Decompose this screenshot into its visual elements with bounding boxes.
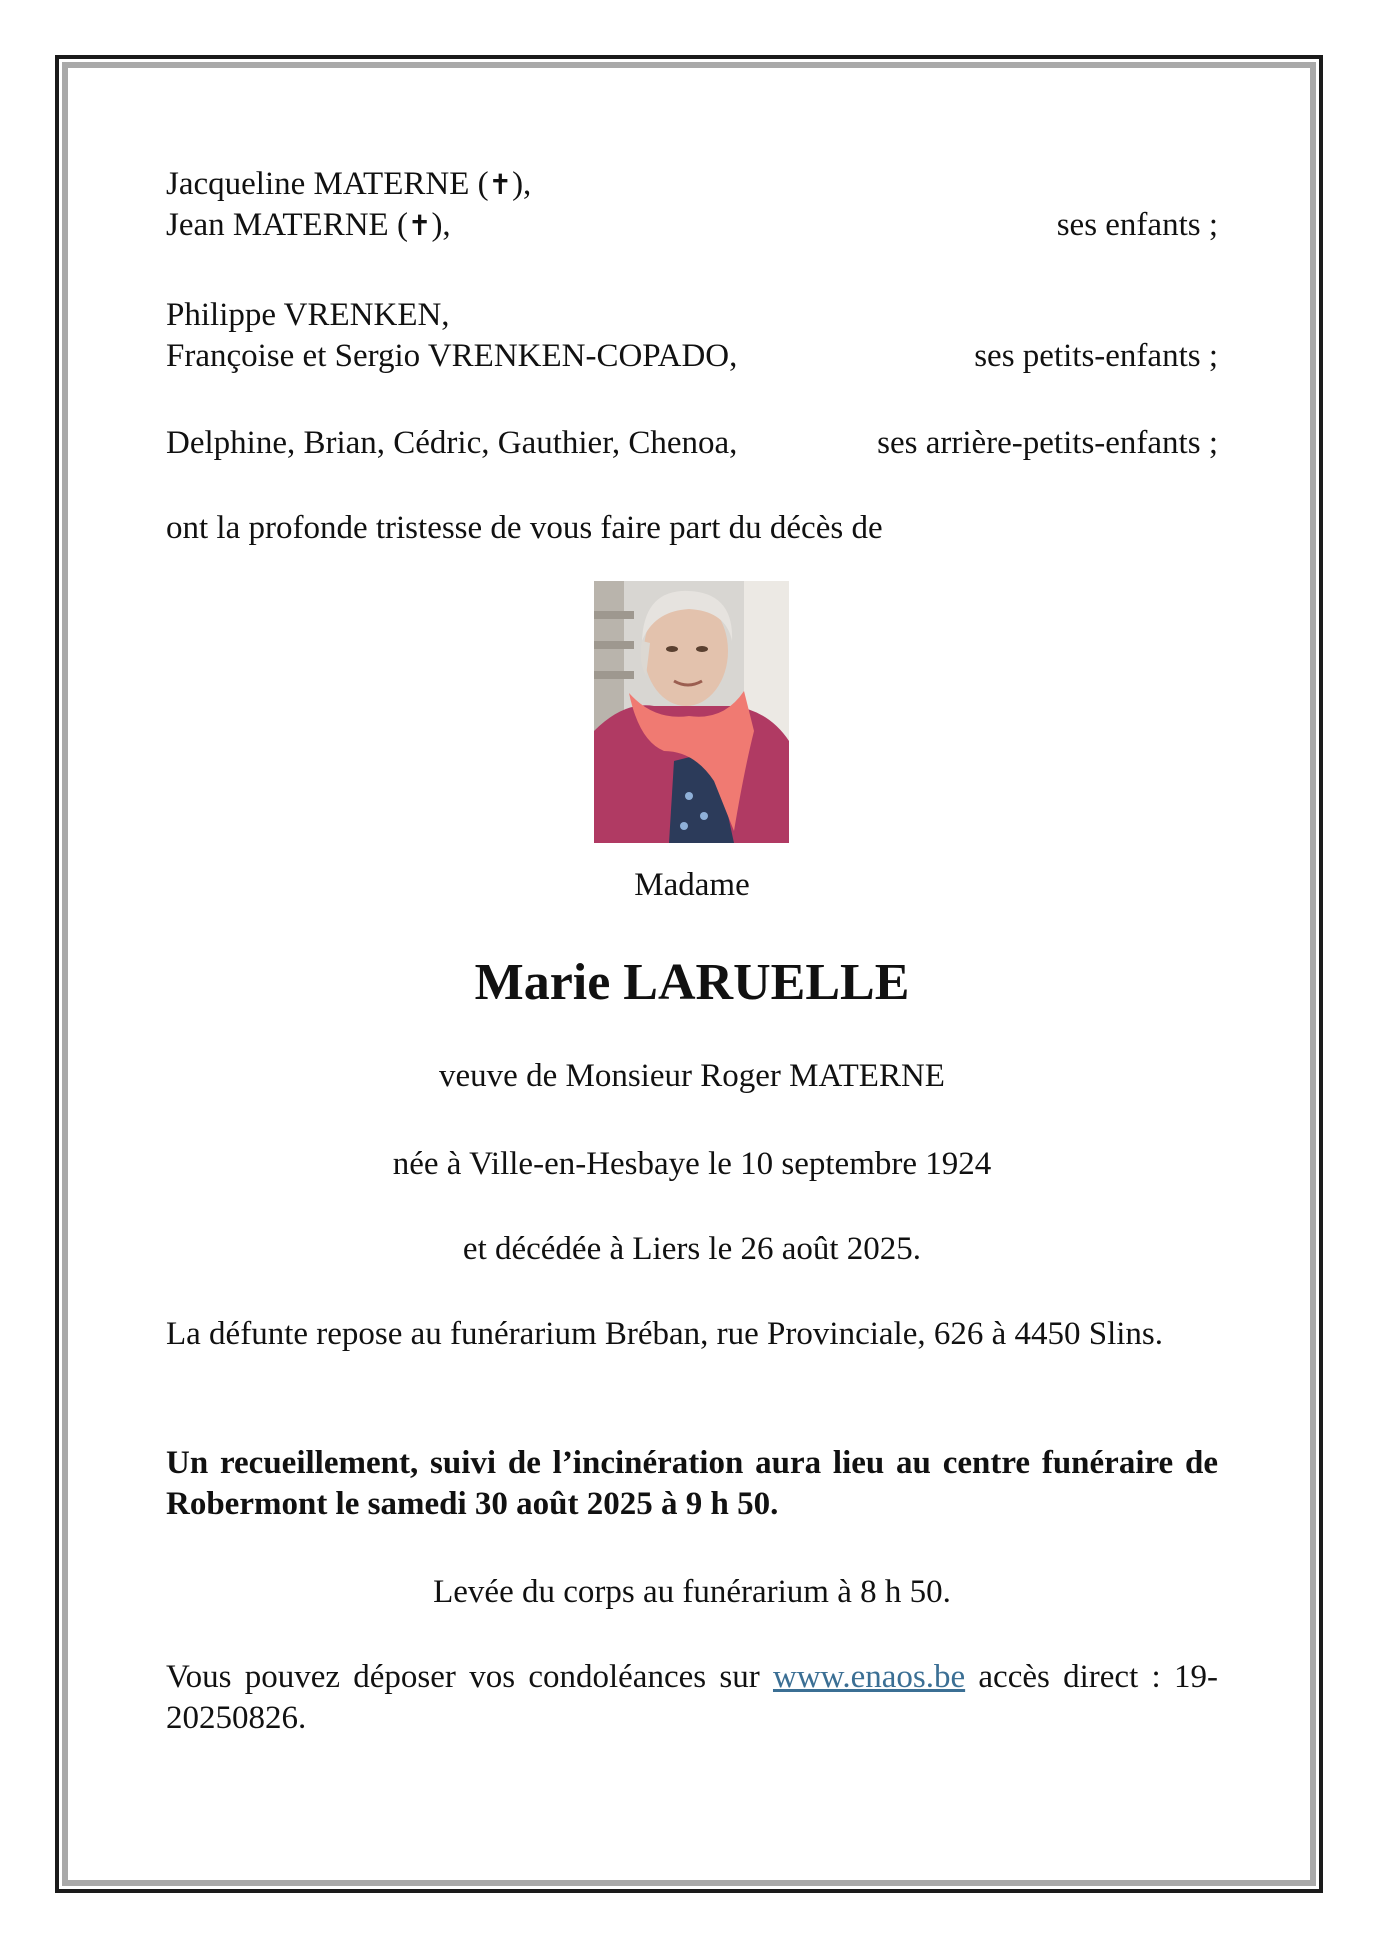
ceremony-info: Un recueillement, suivi de l’incinération aura lieu au centre funéraire de Robermont le samedi 30 août 2025 à 9 h 50. <box>166 1445 1218 1522</box>
levee-info: Levée du corps au funérarium à 8 h 50. <box>433 1574 951 1610</box>
child-name: Jacqueline MATERNE ( <box>166 166 489 202</box>
grandchild-line-2 <box>166 336 1218 377</box>
children-section <box>166 164 1218 246</box>
portrait-image <box>594 581 789 843</box>
child-line-1: Jacqueline MATERNE (✝), <box>166 166 532 202</box>
salutation: Madame <box>634 867 750 903</box>
condolences-suffix: accès direct : 19-20250826. <box>166 1659 1218 1736</box>
child-line-2: Jean MATERNE (✝), ses enfants ; <box>166 205 1218 246</box>
grandchildren-section <box>166 295 1218 377</box>
condolences-prefix: Vous pouvez déposer vos condoléances sur <box>166 1659 773 1695</box>
great-grandchildren-label: ses arrière-petits-enfants ; <box>877 425 1218 461</box>
grandchild-line-1 <box>166 295 1218 336</box>
deceased-name: Marie LARUELLE <box>474 954 910 1011</box>
grandchildren-label: ses petits-enfants ; <box>974 338 1218 374</box>
cross-icon: ✝ <box>488 168 513 201</box>
child-name: Jean MATERNE ( <box>166 207 408 243</box>
death-info: et décédée à Liers le 26 août 2025. <box>462 1231 922 1267</box>
widow-of: veuve de Monsieur Roger MATERNE <box>439 1058 945 1094</box>
cross-icon: ✝ <box>407 209 432 242</box>
condolences <box>166 1657 1218 1739</box>
portrait-photo <box>594 581 789 843</box>
announcement: ont la profonde tristesse de vous faire part du décès de <box>166 510 883 546</box>
great-grandchildren-section <box>166 423 1218 464</box>
grandchild-name: Françoise et Sergio VRENKEN-COPADO, <box>166 338 738 374</box>
birth-info: née à Ville-en-Hesbaye le 10 septembre 1924 <box>392 1146 992 1182</box>
grandchild-name: Philippe VRENKEN, <box>166 297 450 333</box>
rest-place: La défunte repose au funérarium Bréban, rue Provinciale, 626 à 4450 Slins. <box>166 1316 1164 1352</box>
children-label: ses enfants ; <box>1056 207 1218 243</box>
great-grandchildren-names: Delphine, Brian, Cédric, Gauthier, Chenoa, <box>166 425 738 461</box>
condolences-link[interactable]: www.enaos.be <box>772 1659 966 1695</box>
